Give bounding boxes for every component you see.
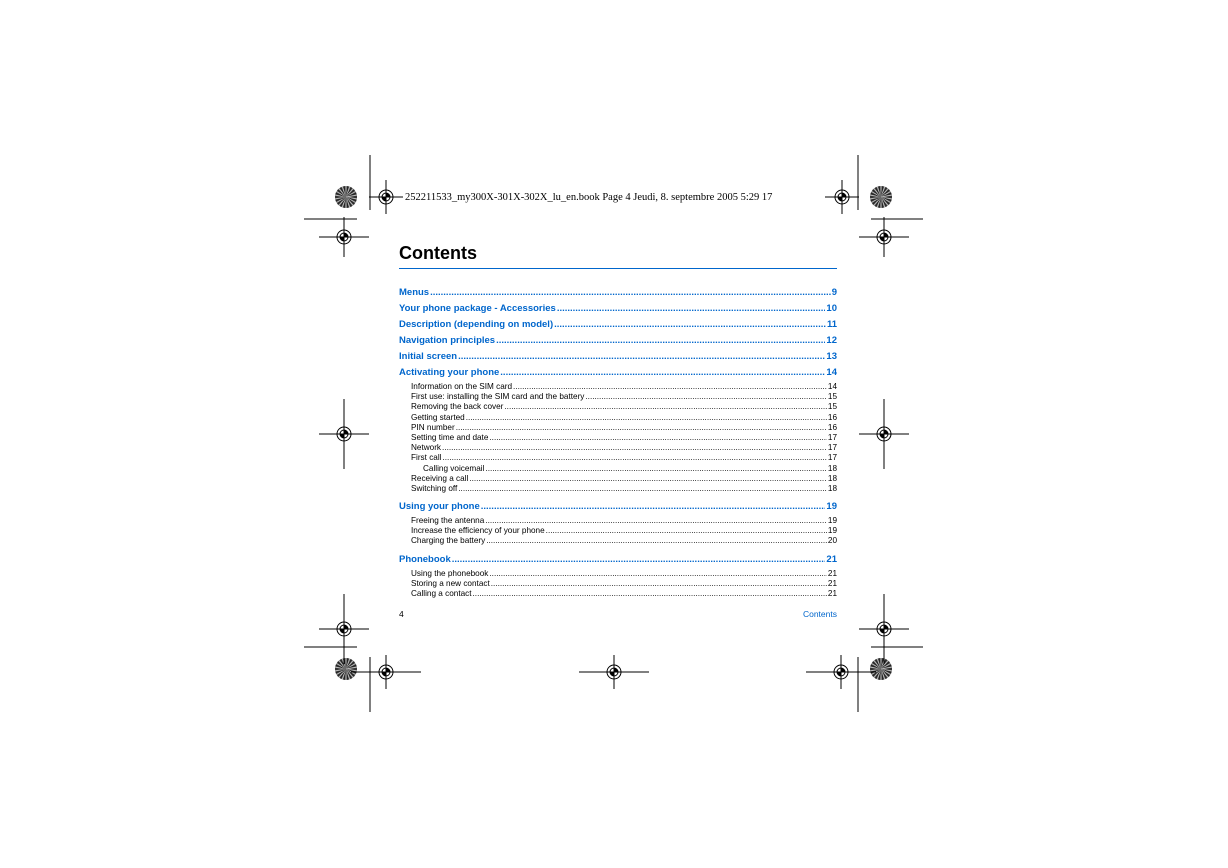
- toc-entry-title: Charging the battery: [411, 536, 486, 546]
- toc-leader-dots: [546, 526, 827, 536]
- toc-entry-title: Setting time and date: [411, 432, 489, 442]
- toc-section-entry[interactable]: [399, 536, 837, 546]
- toc-section-entry[interactable]: [399, 474, 837, 484]
- print-file-header: 252211533_my300X-301X-302X_lu_en.book Page 4 Jeudi, 8. septembre 2005 5:29 17: [405, 192, 773, 203]
- toc-chapter-entry[interactable]: [399, 286, 837, 302]
- toc-chapter-entry[interactable]: [399, 500, 837, 516]
- toc-entry-title: PIN number: [411, 422, 455, 432]
- starburst-target-icon: [335, 658, 357, 680]
- toc-entry-page: 19: [827, 526, 837, 536]
- toc-entry-title: Receiving a call: [411, 473, 469, 483]
- toc-chapter-entry[interactable]: [399, 318, 837, 334]
- toc-entry-title: First use: installing the SIM card and the battery: [411, 392, 585, 402]
- starburst-target-icon: [335, 186, 357, 208]
- toc-section-entry[interactable]: [399, 453, 837, 463]
- toc-entry-page: 17: [827, 432, 837, 442]
- toc-entry-page: 18: [827, 473, 837, 483]
- toc-leader-dots: [485, 516, 827, 526]
- crosshair-registration-icon: [806, 655, 876, 689]
- toc-leader-dots: [469, 474, 827, 484]
- toc-entry-title: First call: [411, 453, 442, 463]
- toc-chapter-entry[interactable]: [399, 302, 837, 318]
- crosshair-registration-icon: [319, 594, 369, 664]
- toc-leader-dots: [430, 286, 831, 299]
- toc-entry-title: Phonebook: [399, 553, 451, 565]
- toc-entry-page: 14: [826, 367, 837, 378]
- toc-entry-page: 21: [827, 589, 837, 598]
- toc-entry-page: 12: [826, 335, 837, 346]
- toc-entry-page: 21: [827, 578, 837, 588]
- toc-entry-title: Increase the efficiency of your phone: [411, 526, 545, 536]
- toc-section-entry[interactable]: [399, 443, 837, 453]
- toc-entry-page: 21: [826, 553, 837, 565]
- toc-entry-page: 10: [826, 303, 837, 314]
- toc-entry-title: Switching off: [411, 483, 458, 493]
- crosshair-registration-icon: [825, 180, 859, 214]
- toc-leader-dots: [466, 413, 827, 423]
- toc-entry-title: Storing a new contact: [411, 578, 490, 588]
- footer-section-title: Contents: [802, 609, 837, 619]
- crosshair-registration-icon: [859, 594, 909, 664]
- toc-entry-title: Information on the SIM card: [411, 382, 513, 391]
- crosshair-registration-icon: [859, 217, 909, 257]
- toc-entry-title: Getting started: [411, 412, 465, 422]
- toc-entry-title: Your phone package - Accessories: [399, 303, 556, 314]
- toc-section-entry[interactable]: [399, 392, 837, 402]
- crosshair-registration-icon: [319, 399, 369, 469]
- toc-entry-page: 19: [827, 516, 837, 526]
- crosshair-registration-icon: [319, 217, 369, 257]
- toc-leader-dots: [489, 433, 827, 443]
- toc-section-entry[interactable]: [399, 413, 837, 423]
- toc-section-entry[interactable]: [399, 579, 837, 589]
- toc-entry-page: 17: [827, 453, 837, 463]
- table-of-contents: [399, 286, 837, 599]
- toc-leader-dots: [486, 536, 827, 546]
- toc-entry-page: 18: [827, 483, 837, 493]
- toc-entry-page: 16: [827, 422, 837, 432]
- toc-leader-dots: [456, 423, 827, 433]
- toc-leader-dots: [458, 484, 827, 494]
- toc-section-entry[interactable]: [399, 484, 837, 494]
- toc-entry-title: Using the phonebook: [411, 568, 489, 578]
- toc-leader-dots: [585, 392, 827, 402]
- toc-entry-title: Initial screen: [399, 351, 458, 362]
- toc-entry-title: Removing the back cover: [411, 402, 504, 412]
- toc-entry-page: 21: [827, 568, 837, 578]
- toc-entry-page: 14: [827, 382, 837, 391]
- toc-chapter-entry[interactable]: [399, 366, 837, 382]
- toc-section-entry[interactable]: [399, 526, 837, 536]
- toc-section-entry[interactable]: [399, 423, 837, 433]
- toc-section-entry[interactable]: [399, 433, 837, 443]
- toc-leader-dots: [554, 318, 826, 331]
- toc-entry-title: Menus: [399, 287, 430, 298]
- toc-entry-page: 15: [827, 402, 837, 412]
- toc-entry-page: 15: [827, 392, 837, 402]
- toc-entry-page: 16: [827, 412, 837, 422]
- crosshair-registration-icon: [859, 399, 909, 469]
- toc-section-entry[interactable]: [399, 464, 837, 474]
- toc-entry-title: Freeing the antenna: [411, 516, 485, 526]
- toc-entry-page: 20: [827, 536, 837, 546]
- toc-entry-title: Activating your phone: [399, 367, 500, 378]
- toc-section-entry[interactable]: [399, 402, 837, 412]
- toc-leader-dots: [485, 464, 826, 474]
- toc-entry-page: 13: [826, 351, 837, 362]
- starburst-target-icon: [870, 186, 892, 208]
- starburst-target-icon: [870, 658, 892, 680]
- toc-entry-title: Network: [411, 443, 442, 453]
- toc-leader-dots: [458, 350, 825, 363]
- toc-leader-dots: [504, 402, 827, 412]
- toc-section-entry[interactable]: [399, 382, 837, 392]
- toc-leader-dots: [452, 553, 826, 566]
- toc-chapter-entry[interactable]: [399, 350, 837, 366]
- toc-section-entry[interactable]: [399, 589, 837, 599]
- toc-chapter-entry[interactable]: [399, 553, 837, 569]
- title-divider: [399, 268, 837, 269]
- crosshair-registration-icon: [351, 655, 421, 689]
- toc-leader-dots: [500, 366, 825, 379]
- toc-section-entry[interactable]: [399, 516, 837, 526]
- toc-leader-dots: [442, 443, 827, 453]
- toc-leader-dots: [481, 500, 826, 513]
- toc-entry-page: 11: [826, 319, 837, 330]
- toc-leader-dots: [489, 569, 827, 579]
- toc-entry-page: 18: [827, 463, 837, 473]
- toc-leader-dots: [513, 382, 827, 392]
- footer-page-number: 4: [399, 609, 404, 619]
- toc-leader-dots: [491, 579, 827, 589]
- toc-entry-title: Using your phone: [399, 501, 480, 513]
- page-title: Contents: [399, 243, 477, 263]
- toc-leader-dots: [473, 589, 827, 599]
- toc-entry-title: Navigation principles: [399, 335, 496, 346]
- toc-leader-dots: [496, 334, 825, 347]
- toc-entry-title: Description (depending on model): [399, 319, 554, 330]
- toc-entry-page: 9: [831, 287, 837, 298]
- crosshair-registration-icon: [369, 180, 403, 214]
- toc-leader-dots: [557, 302, 826, 315]
- toc-section-entry[interactable]: [399, 569, 837, 579]
- crosshair-registration-icon: [579, 655, 649, 689]
- toc-entry-title: Calling voicemail: [423, 463, 485, 473]
- toc-entry-page: 19: [826, 501, 837, 513]
- toc-entry-page: 17: [827, 443, 837, 453]
- toc-leader-dots: [442, 453, 826, 463]
- toc-chapter-entry[interactable]: [399, 334, 837, 350]
- toc-entry-title: Calling a contact: [411, 589, 472, 598]
